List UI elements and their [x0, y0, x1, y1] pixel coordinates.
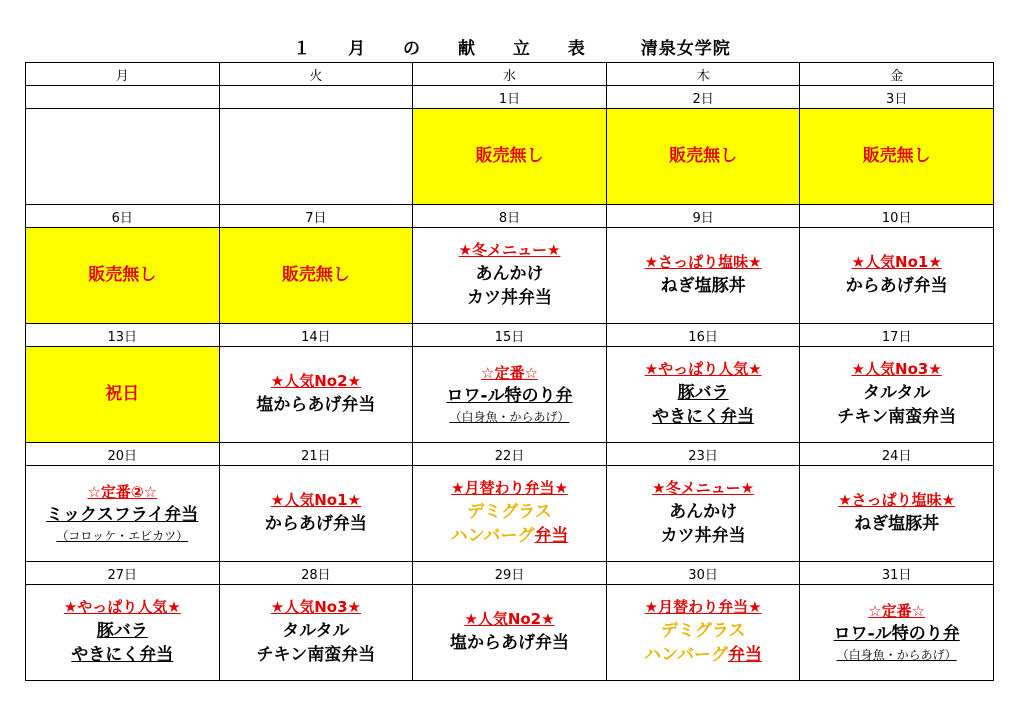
date-cell: 24日 — [800, 443, 994, 466]
dish-name: チキン南蛮弁当 — [837, 407, 957, 428]
menu-row — [26, 228, 994, 324]
date-cell: 13日 — [26, 324, 220, 347]
menu-cell — [800, 466, 994, 562]
dish-detail: （白身魚・からあげ） — [449, 410, 570, 424]
menu-tag: ☆定番☆ — [481, 363, 538, 382]
date-cell: 21日 — [219, 443, 413, 466]
title-month: １ 月 の 献 立 表 — [293, 39, 601, 59]
holiday-cell: 祝日 — [26, 347, 220, 443]
date-cell: 7日 — [219, 205, 413, 228]
dish-name: ロワ-ル特のり弁 — [833, 624, 960, 645]
menu-tag: ☆定番②☆ — [87, 482, 158, 501]
weekday-header: 火 — [219, 63, 413, 86]
menu-row — [26, 466, 994, 562]
date-row — [26, 86, 994, 109]
date-cell: 1日 — [413, 86, 607, 109]
dish-name: からあげ弁当 — [845, 276, 948, 297]
dish-name: 塩からあげ弁当 — [256, 395, 376, 416]
no-sale-cell: 販売無し — [219, 228, 413, 324]
date-cell: 2日 — [606, 86, 800, 109]
date-cell: 10日 — [800, 205, 994, 228]
menu-tag: ★冬メニュー★ — [652, 478, 755, 497]
date-cell: 14日 — [219, 324, 413, 347]
menu-cell — [800, 228, 994, 324]
date-cell: 22日 — [413, 443, 607, 466]
menu-cell — [413, 466, 607, 562]
menu-cell — [26, 585, 220, 681]
date-row — [26, 205, 994, 228]
date-cell: 15日 — [413, 324, 607, 347]
dish-name: ねぎ塩豚丼 — [660, 276, 746, 297]
menu-tag: ★さっぱり塩味★ — [644, 253, 762, 272]
date-cell: 8日 — [413, 205, 607, 228]
date-row — [26, 443, 994, 466]
title-school: 清泉女学院 — [640, 39, 731, 59]
dish-name-part: ハンバーグ — [450, 526, 535, 547]
dish-name-part: ハンバーグ — [644, 645, 728, 666]
menu-cell — [413, 228, 607, 324]
date-cell: 20日 — [26, 443, 220, 466]
no-sale-cell: 販売無し — [413, 109, 607, 205]
date-cell: 3日 — [800, 86, 994, 109]
date-cell: 30日 — [606, 562, 800, 585]
menu-tag: ★人気No3★ — [851, 359, 942, 378]
date-cell — [26, 86, 220, 109]
dish-name: やきにく弁当 — [71, 645, 174, 666]
menu-tag: ★さっぱり塩味★ — [838, 491, 956, 510]
menu-cell — [606, 466, 800, 562]
menu-tag: ★冬メニュー★ — [458, 240, 561, 259]
dish-name: 塩からあげ弁当 — [449, 633, 569, 654]
menu-tag: ★月替わり弁当★ — [644, 597, 762, 616]
date-cell: 23日 — [606, 443, 800, 466]
menu-cell — [26, 466, 220, 562]
dish-name-part: 弁当 — [534, 526, 569, 547]
date-cell: 27日 — [26, 562, 220, 585]
dish-name: ミックスフライ弁当 — [46, 505, 199, 526]
dish-name: ねぎ塩豚丼 — [854, 514, 940, 535]
menu-cell — [219, 466, 413, 562]
page-title — [0, 34, 1024, 59]
dish-detail: （白身魚・からあげ） — [836, 648, 957, 662]
dish-name: チキン南蛮弁当 — [256, 645, 376, 666]
dish-name: デミグラス — [660, 620, 746, 641]
dish-name: 豚バラ — [96, 620, 148, 641]
dish-name: あんかけ — [475, 263, 544, 284]
date-cell: 28日 — [219, 562, 413, 585]
date-cell — [219, 86, 413, 109]
weekday-header: 月 — [26, 63, 220, 86]
menu-cell — [606, 585, 800, 681]
dish-name: からあげ弁当 — [264, 514, 367, 535]
date-cell: 6日 — [26, 205, 220, 228]
date-row — [26, 324, 994, 347]
dish-name: ロワ-ル特のり弁 — [446, 386, 573, 407]
no-sale-cell: 販売無し — [26, 228, 220, 324]
menu-row — [26, 347, 994, 443]
menu-cell — [800, 347, 994, 443]
menu-tag: ☆定番☆ — [868, 601, 926, 620]
menu-tag: ★人気No1★ — [270, 491, 361, 510]
weekday-header: 金 — [800, 63, 994, 86]
menu-cell — [413, 347, 607, 443]
date-row — [26, 562, 994, 585]
menu-tag: ★人気No2★ — [270, 372, 361, 391]
dish-name: カツ丼弁当 — [466, 288, 552, 309]
menu-tag: ★人気No3★ — [270, 597, 361, 616]
dish-name — [607, 643, 800, 668]
dish-name: カツ丼弁当 — [660, 526, 746, 547]
menu-tag: ★人気No2★ — [464, 610, 555, 629]
dish-name: デミグラス — [467, 501, 552, 522]
dish-name: 豚バラ — [677, 382, 729, 403]
dish-name-part: 弁当 — [727, 645, 762, 666]
dish-detail: （コロッケ・エビカツ） — [56, 529, 189, 543]
dish-name: やきにく弁当 — [652, 407, 755, 428]
date-cell: 31日 — [800, 562, 994, 585]
menu-row — [26, 109, 994, 205]
date-cell: 9日 — [606, 205, 800, 228]
menu-calendar-table — [25, 62, 994, 681]
menu-cell — [413, 585, 607, 681]
menu-tag: ★月替わり弁当★ — [451, 478, 568, 497]
menu-cell — [219, 585, 413, 681]
menu-tag: ★やっぱり人気★ — [63, 597, 181, 616]
dish-name: あんかけ — [669, 501, 738, 522]
empty-cell — [26, 109, 220, 205]
menu-cell — [606, 228, 800, 324]
empty-cell — [219, 109, 413, 205]
dish-name: タルタル — [282, 620, 350, 641]
no-sale-cell: 販売無し — [606, 109, 800, 205]
no-sale-cell: 販売無し — [800, 109, 994, 205]
weekday-header: 木 — [606, 63, 800, 86]
menu-row — [26, 585, 994, 681]
menu-tag: ★やっぱり人気★ — [644, 359, 762, 378]
menu-tag: ★人気No1★ — [851, 253, 942, 272]
date-cell: 16日 — [606, 324, 800, 347]
dish-name — [413, 524, 606, 549]
dish-name: タルタル — [863, 382, 931, 403]
date-cell: 17日 — [800, 324, 994, 347]
weekday-header: 水 — [413, 63, 607, 86]
menu-cell — [800, 585, 994, 681]
weekday-header-row — [26, 63, 994, 86]
menu-cell — [606, 347, 800, 443]
date-cell: 29日 — [413, 562, 607, 585]
menu-cell — [219, 347, 413, 443]
